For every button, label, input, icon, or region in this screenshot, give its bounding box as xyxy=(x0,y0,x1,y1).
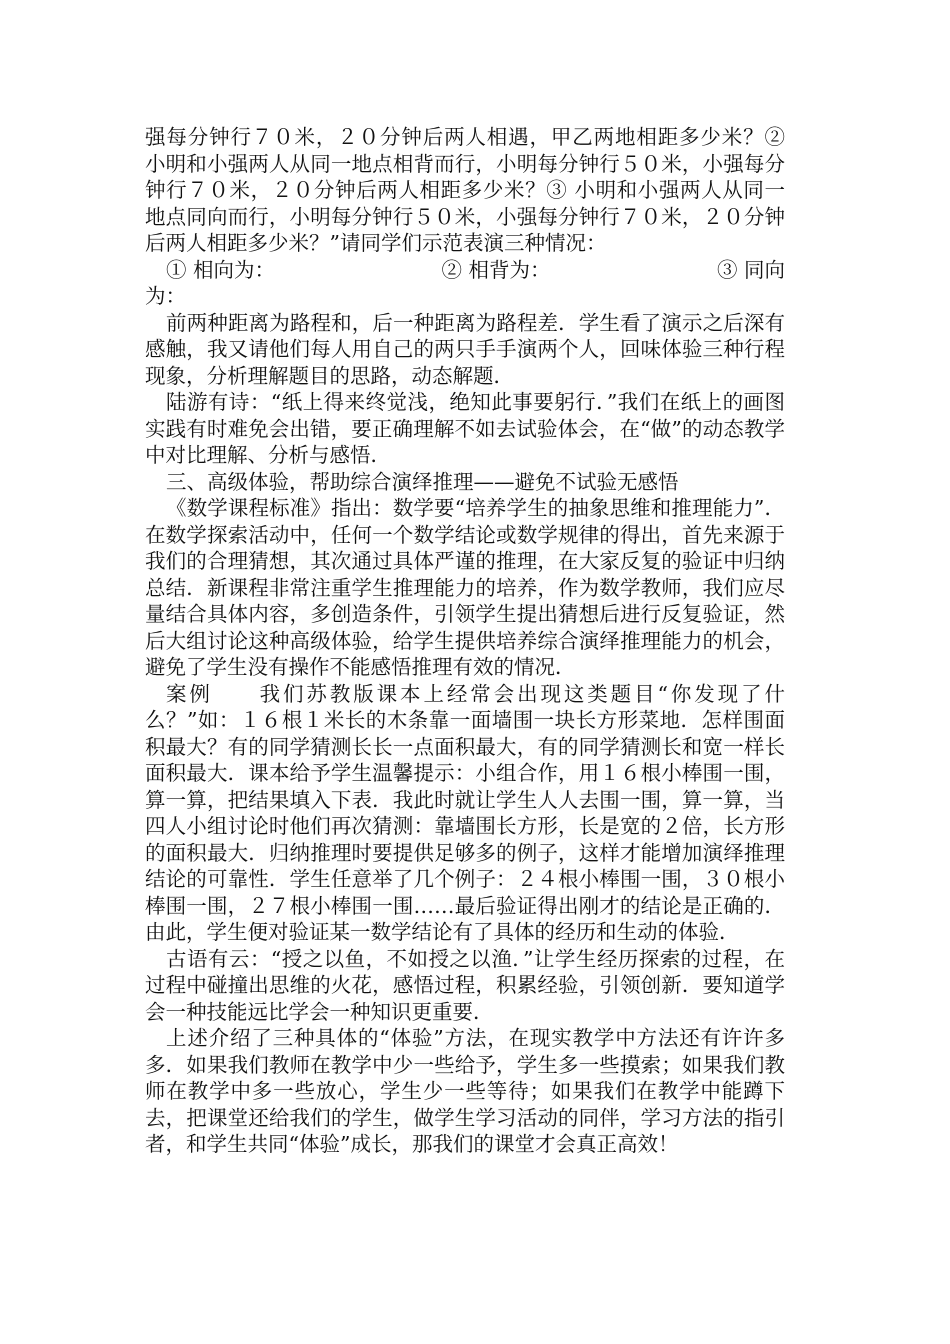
cases-row xyxy=(145,257,785,284)
cases-tail: 为： xyxy=(145,284,186,308)
paragraph-case-study: 案例 我们苏教版课本上经常会出现这类题目“你发现了什么？”如：１６根１米长的木条靠一面墙围一块长方形菜地．怎样围面积最大？有的同学猜测长长一点面积最大，有的同学猜测长和宽一样长面积最大．课本给予学生温馨提示：小组合作，用１６根小棒围一围，算一算，把结果填入下表．我此时就让学生人人去围一围，算一算，当四人小组讨论时他们再次猜测：靠墙围长方形，长是宽的２倍，长方形的面积最大．归纳推理时要提供足够多的例子，这样才能增加演绎推理结论的可靠性．学生任意举了几个例子：２４根小棒围一围，３０根小棒围一围，２７根小棒围一围……最后验证得出刚才的结论是正确的．由此，学生便对验证某一数学结论有了具体的经历和生动的体验． xyxy=(145,681,785,944)
paragraph-ancient-saying: 古语有云：“授之以鱼，不如授之以渔．”让学生经历探索的过程，在过程中碰撞出思维的火花，感悟过程，积累经验，引领创新．要知道学会一种技能远比学会一种知识更重要． xyxy=(145,946,785,1024)
paragraph-conclusion: 上述介绍了三种具体的“体验”方法，在现实教学中方法还有许许多多．如果我们教师在教学中少一些给予，学生多一些摸索；如果我们教师在教学中多一些放心，学生少一些等待；如果我们在教学中能蹲下去，把课堂还给我们的学生，做学生学习活动的同伴，学习方法的指引者，和学生共同“体验”成长，那我们的课堂才会真正高效！ xyxy=(145,1026,785,1156)
paragraph-luyou-poem: 陆游有诗：“纸上得来终觉浅，绝知此事要躬行．”我们在纸上的画图实践有时难免会出错，要正确理解不如去试验体会，在“做”的动态教学中对比理解、分析与感悟． xyxy=(145,390,785,467)
document-body xyxy=(145,124,785,1158)
case-same-direction: ③ 同向 xyxy=(716,257,785,282)
case-opposite: ② 相背为： xyxy=(441,257,551,282)
paragraph-problem-statement: 强每分钟行７０米，２０分钟后两人相遇，甲乙两地相距多少米？② 小明和小强两人从同一地点相背而行，小明每分钟行５０米，小强每分钟行７０米，２０分钟后两人相距多少米？③ 小明和小强两人从同一地点同向而行，小明每分钟行５０米，小强每分钟行７０米，２０分钟后两人相距多少米？”请同学们示范表演三种情况： xyxy=(145,125,785,255)
case-facing: ① 相向为： xyxy=(166,257,276,282)
paragraph-curriculum-standard: 《数学课程标准》指出：数学要“培养学生的抽象思维和推理能力”．在数学探索活动中，任何一个数学结论或数学规律的得出，首先来源于我们的合理猜想，其次通过具体严谨的推理，在大家反复的验证中归纳总结．新课程非常注重学生推理能力的培养，作为数学教师，我们应尽量结合具体内容，多创造条件，引领学生提出猜想后进行反复验证，然后大组讨论这种高级体验，给学生提供培养综合演绎推理能力的机会，避免了学生没有操作不能感悟推理有效的情况． xyxy=(145,496,785,679)
paragraph-distance-explanation: 前两种距离为路程和，后一种距离为路程差．学生看了演示之后深有感触，我又请他们每人用自己的两只手手演两个人，回味体验三种行程现象，分析理解题目的思路，动态解题． xyxy=(145,310,785,388)
section-heading-3: 三、高级体验，帮助综合演绎推理——避免不试验无感悟 xyxy=(166,469,679,494)
